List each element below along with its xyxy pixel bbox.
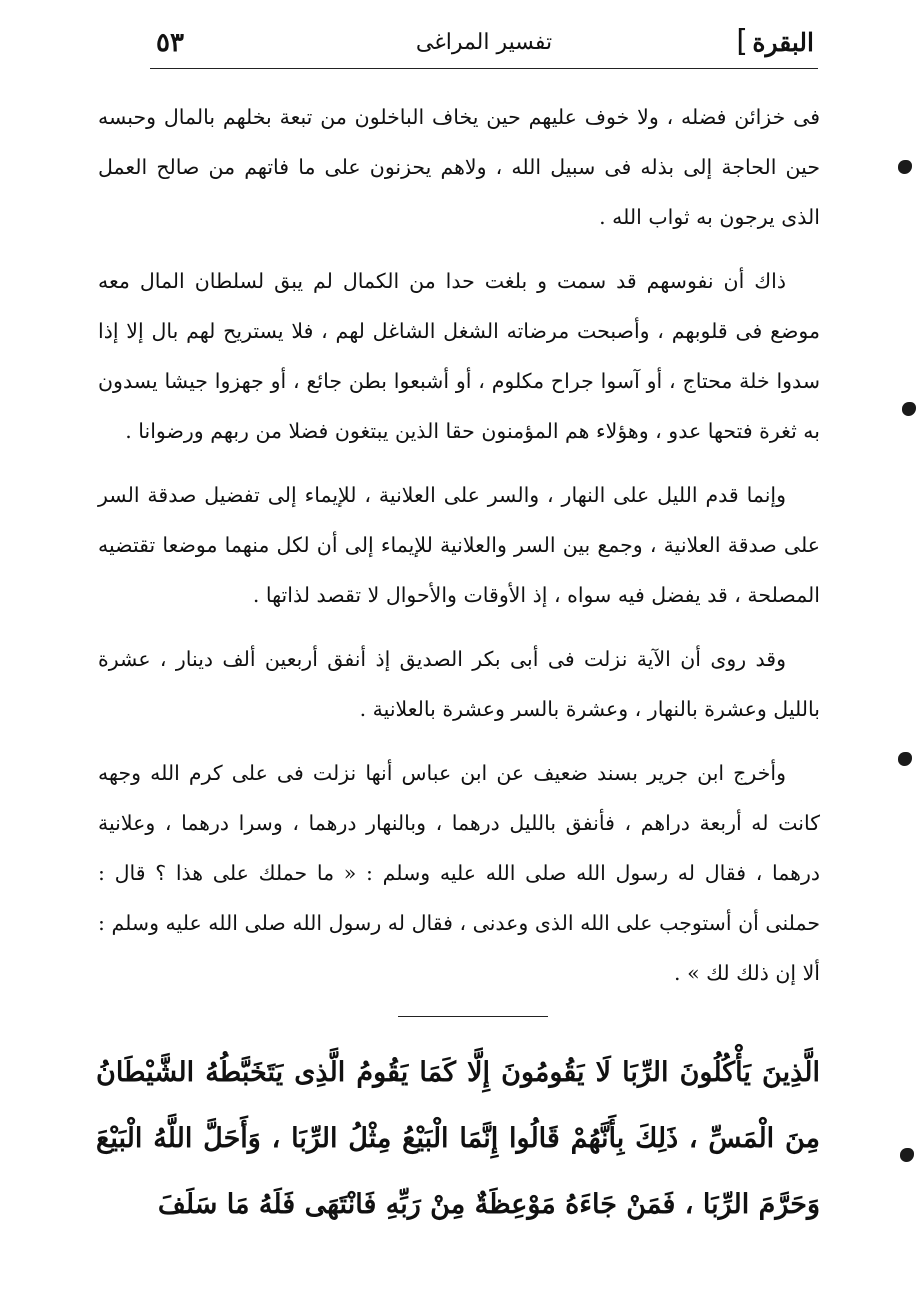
header-bracket: ] xyxy=(736,24,748,59)
quran-verse: الَّذِينَ يَأْكُلُونَ الرِّبَا لَا يَقُومُونَ إِلَّا كَمَا يَقُومُ الَّذِى يَتَخَبَّطُهُ الشَّيْطَانُ مِنَ الْمَسِّ ، ذَلِكَ بِأَنَّهُمْ قَالُوا إِنَّمَا الْبَيْعُ مِثْلُ الرِّبَا ، وَأَحَلَّ اللَّهُ الْبَيْعَ وَحَرَّمَ الرِّبَا ، فَمَنْ جَاءَهُ مَوْعِظَةٌ مِنْ رَبِّهِ فَانْتَهَى فَلَهُ مَا سَلَفَ xyxy=(96,1057,820,1220)
scan-blot-1 xyxy=(898,160,912,174)
paragraph-5: وأخرج ابن جرير بسند ضعيف عن ابن عباس أنها نزلت فى على كرم الله وجهه كانت له أربعة دراهم ، فأنفق بالليل درهما ، وبالنهار درهما ، وسرا درهما ، وعلانية درهما ، فقال له رسول الله صلى الله عليه وسلم : « ما حملك على هذا ؟ قال : حملنى أن أستوجب على الله الذى وعدنى ، فقال له رسول الله صلى الله عليه وسلم : ألا إن ذلك لك » . xyxy=(98,761,820,985)
commentary-text xyxy=(98,92,820,1012)
paragraph-1: فى خزائن فضله ، ولا خوف عليهم حين يخاف الباخلون من تبعة بخلهم بالمال وحبسه حين الحاجة إلى بذله فى سبيل الله ، ولاهم يحزنون على ما فاتهم من صالح العمل الذى يرجون به ثواب الله . xyxy=(98,105,820,229)
paragraph-2: ذاك أن نفوسهم قد سمت و بلغت حدا من الكمال لم يبق لسلطان المال معه موضع فى قلوبهم ، وأصبحت مرضاته الشغل الشاغل لهم ، فلا يستريح لهم بال إلا إذا سدوا خلة محتاج ، أو آسوا جراح مكلوم ، أو أشبعوا بطن جائع ، أو جهزوا جيشا يسدون به ثغرة فتحها عدو ، وهؤلاء هم المؤمنون حقا الذين يبتغون فضلا من ربهم ورضوانا . xyxy=(98,269,820,443)
paragraph-3: وإنما قدم الليل على النهار ، والسر على العلانية ، للإيماء إلى تفضيل صدقة السر على صدقة العلانية ، وجمع بين السر والعلانية للإيماء إلى أن لكل منهما موضعا تقتضيه المصلحة ، قد يفضل فيه سواه ، إذ الأوقات والأحوال لا تقصد لذاتها . xyxy=(98,483,820,607)
page-number: ٥٣ xyxy=(156,28,184,58)
surah-name: البقرة xyxy=(752,28,814,57)
section-divider xyxy=(398,1016,548,1017)
scan-blot-4 xyxy=(900,1148,914,1162)
scan-blot-3 xyxy=(898,752,912,766)
paragraph-4: وقد روى أن الآية نزلت فى أبى بكر الصديق إذ أنفق أربعين ألف دينار ، عشرة بالليل وعشرة بالنهار ، وعشرة بالسر وعشرة بالعلانية . xyxy=(98,647,820,721)
scan-blot-2 xyxy=(902,402,916,416)
page-header xyxy=(150,22,818,69)
book-title: تفسير المراغى xyxy=(415,30,553,55)
